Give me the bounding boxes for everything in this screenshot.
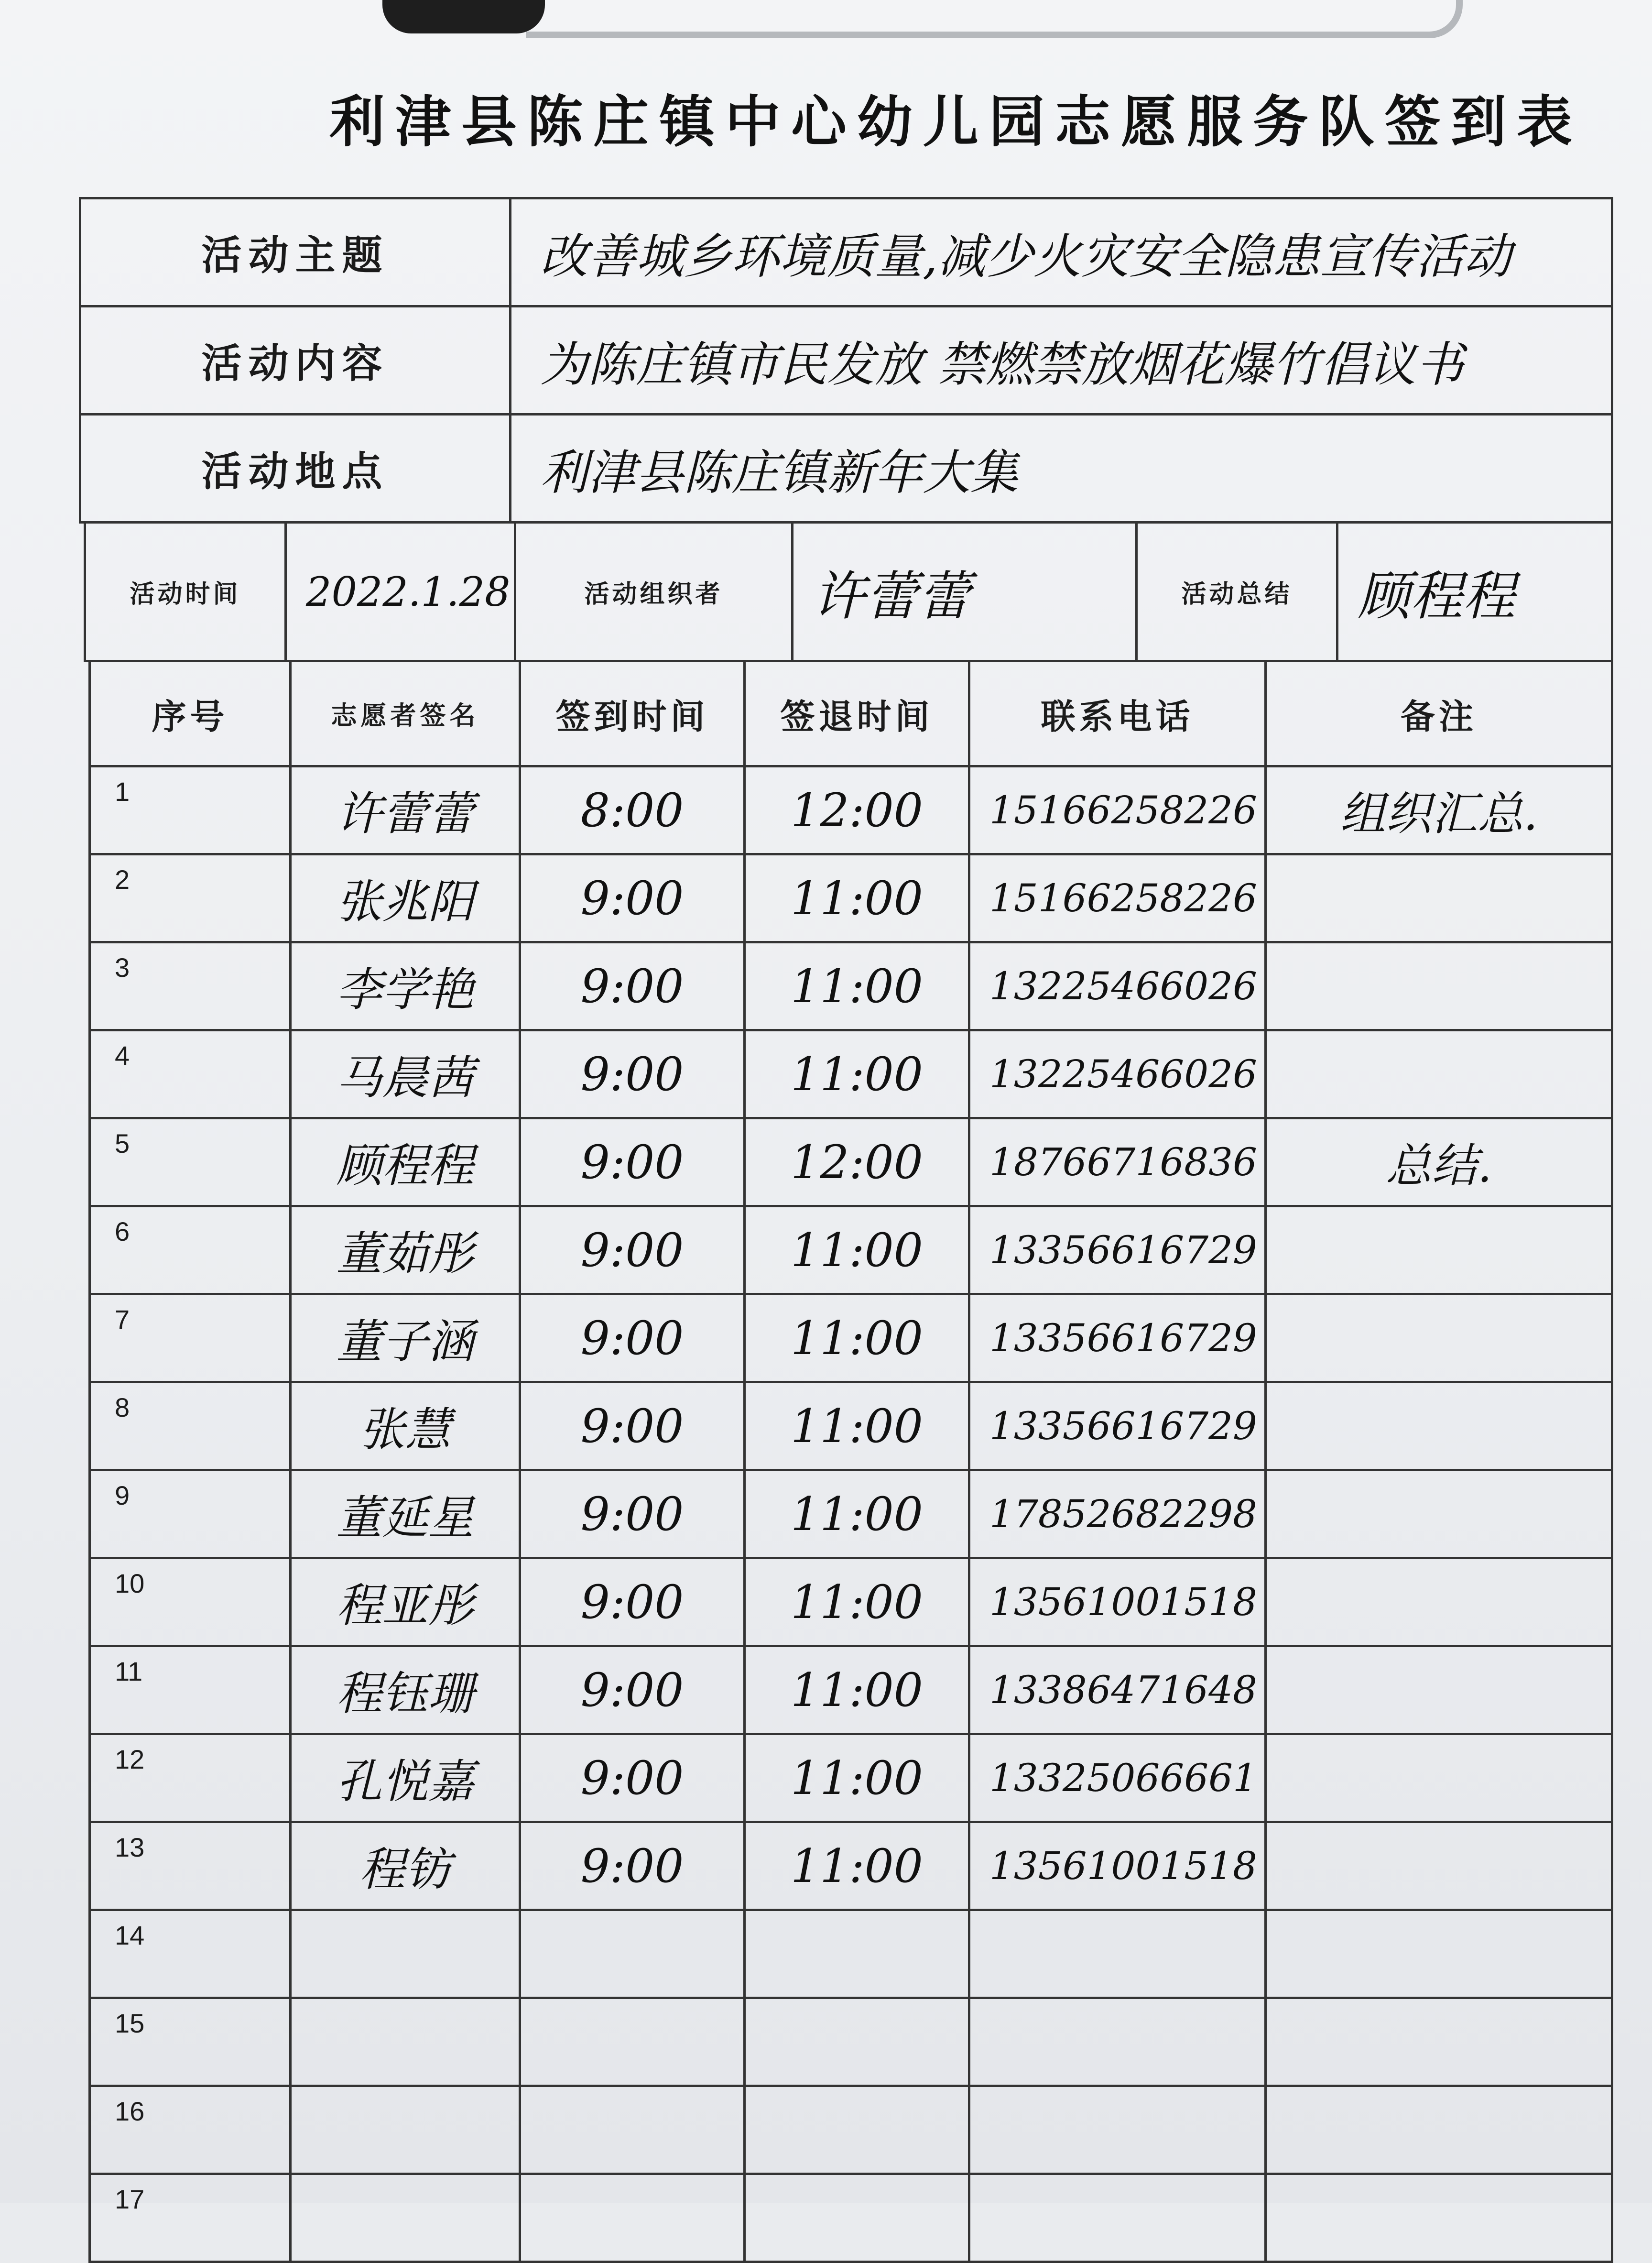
row-number: 15 [90,1998,291,2086]
phone-number [969,2086,1266,2174]
remark [1266,2174,1612,2262]
phone-number: 13356616729 [969,1294,1266,1382]
organizer-label: 活动组织者 [515,523,793,661]
theme-value: 改善城乡环境质量,减少火灾安全隐患宣传活动 [511,198,1612,306]
header-no: 序号 [90,661,291,766]
clipboard-clip-wire [526,0,1463,38]
checkin-time [520,1910,745,1998]
phone-number: 13325066661 [969,1734,1266,1822]
remark [1266,1382,1612,1470]
checkout-time [745,2086,969,2174]
checkout-time [745,2174,969,2262]
table-row [90,2086,1612,2174]
volunteer-signature [291,2086,520,2174]
row-number: 2 [90,854,291,942]
checkout-time: 11:00 [745,1558,969,1646]
checkout-time: 12:00 [745,1118,969,1206]
volunteer-signature: 程钰珊 [291,1646,520,1734]
time-label: 活动时间 [85,523,286,661]
table-row [90,1646,1612,1734]
checkin-time: 9:00 [520,1646,745,1734]
phone-number: 15166258226 [969,766,1266,854]
checkin-time [520,2174,745,2262]
header-checkout: 签退时间 [745,661,969,766]
table-row [90,1470,1612,1558]
phone-number: 13561001518 [969,1558,1266,1646]
remark [1266,1206,1612,1294]
remark: 总结. [1266,1118,1612,1206]
row-number: 11 [90,1646,291,1734]
checkin-time: 8:00 [520,766,745,854]
phone-number: 13356616729 [969,1382,1266,1470]
volunteer-signature: 董子涵 [291,1294,520,1382]
checkin-time: 9:00 [520,854,745,942]
row-number: 14 [90,1910,291,1998]
content-value: 为陈庄镇市民发放 禁燃禁放烟花爆竹倡议书 [511,306,1612,415]
checkin-time: 9:00 [520,1382,745,1470]
row-number: 4 [90,1030,291,1118]
phone-number: 13356616729 [969,1206,1266,1294]
checkout-time: 11:00 [745,854,969,942]
table-row [90,1910,1612,1998]
location-row [80,415,1612,523]
phone-number: 18766716836 [969,1118,1266,1206]
theme-row [80,198,1612,306]
checkin-time: 9:00 [520,942,745,1030]
time-value: 2022.1.28 [286,523,515,661]
phone-number [969,1998,1266,2086]
checkout-time: 12:00 [745,766,969,854]
remark [1266,1822,1612,1910]
remark [1266,942,1612,1030]
volunteer-signature [291,2174,520,2262]
content-label: 活动内容 [80,306,511,415]
volunteer-signature [291,1910,520,1998]
table-row [90,1206,1612,1294]
header-name: 志愿者签名 [291,661,520,766]
checkout-time: 11:00 [745,1030,969,1118]
activity-info-table [79,197,1613,524]
content-row [80,306,1612,415]
volunteer-signature: 张兆阳 [291,854,520,942]
row-number: 3 [90,942,291,1030]
phone-number: 13386471648 [969,1646,1266,1734]
header-phone: 联系电话 [969,661,1266,766]
row-number: 13 [90,1822,291,1910]
row-number: 8 [90,1382,291,1470]
table-row [90,942,1612,1030]
table-row [90,1382,1612,1470]
remark [1266,1294,1612,1382]
checkin-time: 9:00 [520,1734,745,1822]
checkin-time: 9:00 [520,1822,745,1910]
remark [1266,1910,1612,1998]
clipboard-clip-grip [382,0,545,33]
volunteer-signature: 顾程程 [291,1118,520,1206]
table-row [90,1030,1612,1118]
row-number: 16 [90,2086,291,2174]
activity-meta-table [84,521,1613,662]
organizer-value: 许蕾蕾 [793,523,1137,661]
checkout-time: 11:00 [745,1294,969,1382]
checkout-time: 11:00 [745,1382,969,1470]
remark [1266,854,1612,942]
header-note: 备注 [1266,661,1612,766]
volunteer-signature: 董延星 [291,1470,520,1558]
page-title: 利津县陈庄镇中心幼儿园志愿服务队签到表 [329,89,1583,154]
remark [1266,1030,1612,1118]
checkin-time: 9:00 [520,1118,745,1206]
summary-label: 活动总结 [1137,523,1337,661]
checkout-time: 11:00 [745,942,969,1030]
table-row [90,1998,1612,2086]
signin-table [88,660,1613,2263]
remark: 组织汇总. [1266,766,1612,854]
volunteer-signature: 马晨茜 [291,1030,520,1118]
phone-number [969,1910,1266,1998]
phone-number: 15166258226 [969,854,1266,942]
row-number: 10 [90,1558,291,1646]
phone-number: 13225466026 [969,942,1266,1030]
phone-number: 17852682298 [969,1470,1266,1558]
volunteer-signature: 董茹彤 [291,1206,520,1294]
row-number: 9 [90,1470,291,1558]
checkin-time [520,1998,745,2086]
theme-label: 活动主题 [80,198,511,306]
row-number: 7 [90,1294,291,1382]
checkout-time: 11:00 [745,1734,969,1822]
summary-value: 顾程程 [1337,523,1612,661]
table-row [90,2174,1612,2262]
checkin-time: 9:00 [520,1470,745,1558]
volunteer-signature: 李学艳 [291,942,520,1030]
checkout-time: 11:00 [745,1470,969,1558]
phone-number: 13225466026 [969,1030,1266,1118]
checkout-time: 11:00 [745,1822,969,1910]
table-row [90,1734,1612,1822]
volunteer-signature: 许蕾蕾 [291,766,520,854]
table-row [90,1822,1612,1910]
table-row [90,1118,1612,1206]
table-row [90,854,1612,942]
volunteer-signature [291,1998,520,2086]
checkout-time: 11:00 [745,1206,969,1294]
remark [1266,1558,1612,1646]
checkin-time [520,2086,745,2174]
row-number: 6 [90,1206,291,1294]
remark [1266,1998,1612,2086]
table-row [90,766,1612,854]
remark [1266,1470,1612,1558]
checkin-time: 9:00 [520,1030,745,1118]
signin-header-row [90,661,1612,766]
phone-number: 13561001518 [969,1822,1266,1910]
row-number: 5 [90,1118,291,1206]
signin-rows [90,766,1612,2262]
location-label: 活动地点 [80,415,511,523]
row-number: 17 [90,2174,291,2262]
volunteer-signature: 程钫 [291,1822,520,1910]
meta-row [85,523,1612,661]
remark [1266,1646,1612,1734]
checkin-time: 9:00 [520,1294,745,1382]
table-row [90,1558,1612,1646]
header-checkin: 签到时间 [520,661,745,766]
checkin-time: 9:00 [520,1558,745,1646]
checkin-time: 9:00 [520,1206,745,1294]
checkout-time [745,1998,969,2086]
remark [1266,1734,1612,1822]
volunteer-signature: 程亚彤 [291,1558,520,1646]
row-number: 1 [90,766,291,854]
row-number: 12 [90,1734,291,1822]
checkout-time: 11:00 [745,1646,969,1734]
volunteer-signature: 孔悦嘉 [291,1734,520,1822]
volunteer-signature: 张慧 [291,1382,520,1470]
table-row [90,1294,1612,1382]
remark [1266,2086,1612,2174]
location-value: 利津县陈庄镇新年大集 [511,415,1612,523]
phone-number [969,2174,1266,2262]
checkout-time [745,1910,969,1998]
